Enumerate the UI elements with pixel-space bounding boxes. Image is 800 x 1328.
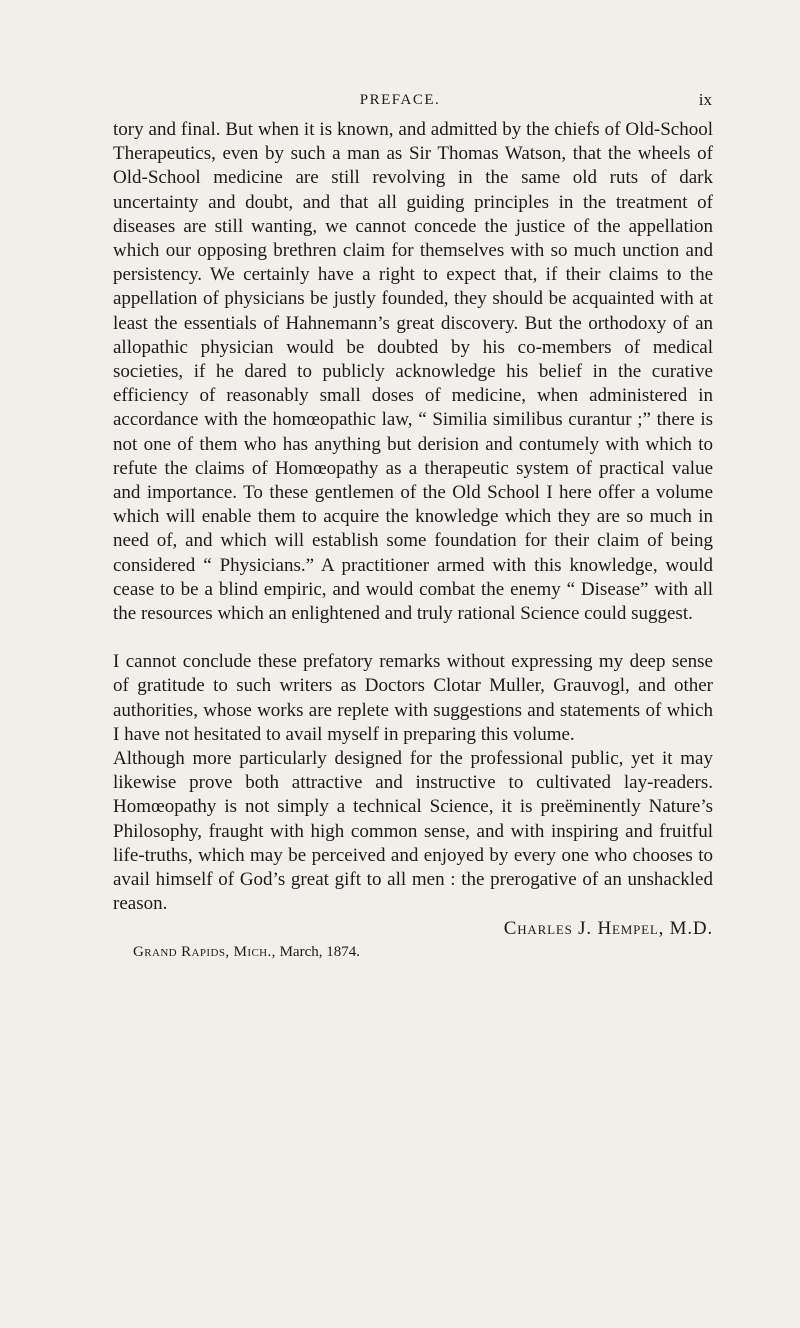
page-number: ix xyxy=(698,90,712,109)
date-of-writing: March, 1874. xyxy=(279,943,360,960)
paragraph-audience: Although more particularly designed for the professional public, yet it may likewise prove both attractive and instructive to cultivated lay-readers. Homœopathy is not simply a technical Science, it is preëminently Nature’s Philosophy, fraught with high common sense, and with inspiring and fruitful life-truths, which may be perceived and enjoyed by every one who chooses to avail himself of God’s great gift to all men : the prerogative of an unshackled reason. xyxy=(113,748,713,915)
paragraph-gap xyxy=(113,626,713,650)
running-head xyxy=(0,88,800,112)
running-head-title: PREFACE. xyxy=(359,92,441,108)
paragraph-continuation: tory and final. But when it is known, and admitted by the chiefs of Old-School Therapeutics, even by such a man as Sir Thomas Watson, that the wheels of Old-School medicine are still revolving in the same old ruts of dark uncertainty and doubt, and that all guiding principles in the treatment of diseases are still wanting, we cannot concede the justice of the appellation which our opposing brethren claim for themselves with so much unction and persistency. We certainly have a right to expect that, if their claims to the appellation of physicians be justly founded, they should be acquainted with at least the essentials of Hahnemann’s great discovery. But the orthodoxy of an allopathic physician would be doubted by his co-members of medical societies, if he dared to publicly acknowledge his belief in the curative efficiency of reasonably small doses of medicine, when administered in accordance with the homœopathic law, “ Similia similibus curantur ;” there is not one of them who has anything but derision and contumely with which to refute the claims of Homœopathy as a therapeutic system of practical value and importance. To these gentlemen of the Old School I here offer a volume which will enable them to acquire the knowledge which they are so much in need of, and which will establish some foundation for their claim of being considered “ Physicians.” A practitioner armed with this knowledge, would cease to be a blind empiric, and would combat the enemy “ Disease” with all the resources which an enlightened and truly rational Science could suggest. xyxy=(113,119,713,625)
author-signature: Charles J. Hempel, M.D. xyxy=(503,917,713,939)
place-date-line xyxy=(113,941,713,963)
body-text xyxy=(113,118,713,963)
place-of-writing: Grand Rapids, Mich., xyxy=(133,943,276,960)
paragraph-gratitude: I cannot conclude these prefatory remarks without expressing my deep sense of gratitude to such writers as Doctors Clotar Muller, Grauvogl, and other authorities, whose works are replete with suggestions and statements of which I have not hesitated to avail myself in preparing this volume. xyxy=(113,651,713,745)
